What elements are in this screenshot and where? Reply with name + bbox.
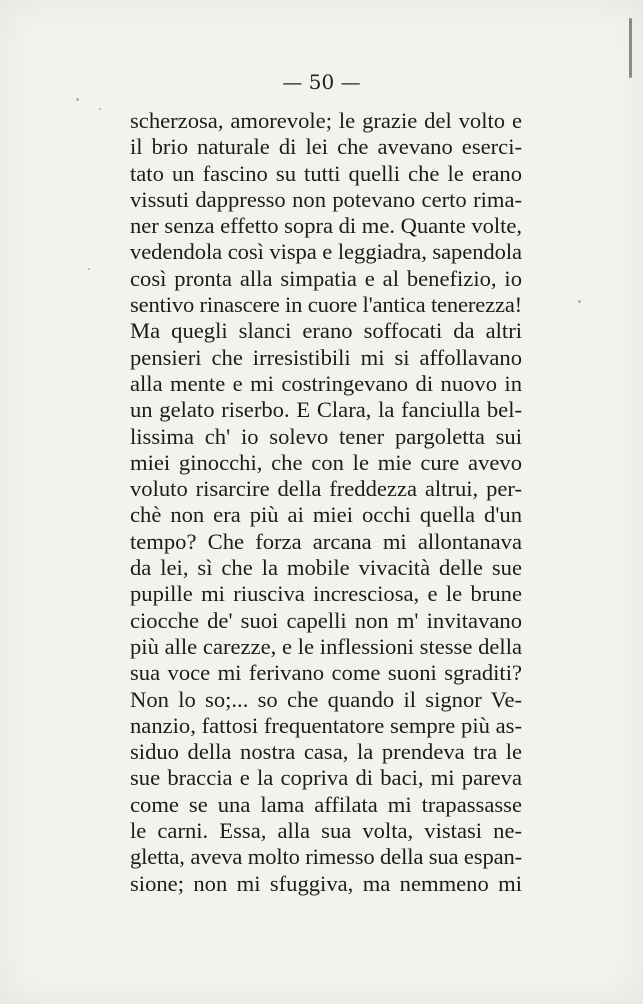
text-line: pupille mi riusciva incresciosa, e le brune xyxy=(130,581,522,607)
ink-speck xyxy=(578,300,581,303)
text-line: sue braccia e la copriva di baci, mi pareva xyxy=(130,765,522,791)
text-line: voluto risarcire della freddezza altrui, per- xyxy=(130,476,522,502)
text-line: chè non era più ai miei occhi quella d'un xyxy=(130,502,522,528)
ink-speck xyxy=(76,98,79,101)
text-line: così pronta alla simpatia e al benefizio, io xyxy=(130,265,522,291)
text-line: ciocche de' suoi capelli non m' invitavano xyxy=(130,607,522,633)
text-line: gletta, aveva molto rimesso della sua espan- xyxy=(130,844,522,870)
page-number: — 50 — xyxy=(282,70,361,94)
text-line: sentivo rinascere in cuore l'antica tenerezza! xyxy=(130,292,523,318)
text-line: da lei, sì che la mobile vivacità delle sue xyxy=(130,555,522,581)
text-line: vissuti dappresso non potevano certo rima- xyxy=(130,186,522,212)
text-line: pensieri che irresistibili mi si affollavano xyxy=(130,344,522,370)
text-line: scherzosa, amorevole; le grazie del volto e xyxy=(130,108,522,133)
text-line: come se una lama affilata mi trapassasse xyxy=(130,791,522,817)
body-text xyxy=(130,108,522,897)
text-line: le carni. Essa, alla sua volta, vistasi ne- xyxy=(130,818,522,844)
text-line: miei ginocchi, che con le mie cure avevo xyxy=(130,449,522,475)
text-line: sione; non mi sfuggiva, ma nemmeno mi xyxy=(130,870,522,896)
text-line: nanzio, fattosi frequentatore sempre più as- xyxy=(130,712,522,738)
text-line: Non lo so;... so che quando il signor Ve- xyxy=(130,686,522,712)
ink-speck xyxy=(99,108,101,110)
text-line: siduo della nostra casa, la prendeva tra le xyxy=(130,739,522,765)
text-line: ner senza effetto sopra di me. Quante volte, xyxy=(130,213,523,239)
text-line: vedendola così vispa e leggiadra, sapendola xyxy=(130,239,522,265)
text-line: il brio naturale di lei che avevano eserci- xyxy=(130,134,522,160)
text-line: più alle carezze, e le inflessioni stesse della xyxy=(130,633,522,659)
text-line: lissima ch' io solevo tener pargoletta sui xyxy=(130,423,522,449)
text-line: Ma quegli slanci erano soffocati da altri xyxy=(130,318,522,344)
ink-speck xyxy=(88,268,90,270)
text-line: tempo? Che forza arcana mi allontanava xyxy=(130,528,522,554)
text-line: alla mente e mi costringevano di nuovo in xyxy=(130,370,522,396)
text-line: sua voce mi ferivano come suoni sgraditi? xyxy=(130,660,522,686)
text-line: un gelato riserbo. E Clara, la fanciulla bel- xyxy=(130,397,522,423)
ink-speck xyxy=(629,18,632,78)
text-line: tato un fascino su tutti quelli che le erano xyxy=(130,160,522,186)
